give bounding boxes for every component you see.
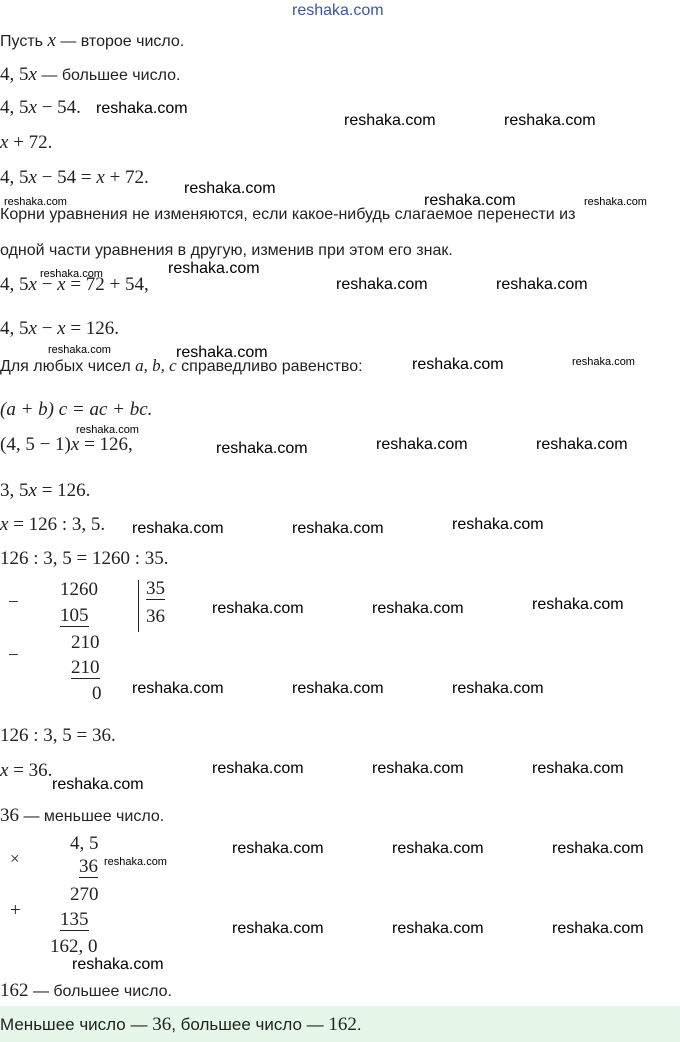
watermark[interactable]: reshaka.com [132, 680, 224, 697]
watermark[interactable]: reshaka.com [216, 440, 308, 457]
line-4: x + 72. [0, 132, 53, 153]
line-11: x = 126 : 3, 5. [0, 514, 106, 535]
mult-factor-a: 4, 5 [70, 833, 99, 854]
division-minus-2: − [8, 645, 19, 666]
watermark[interactable]: reshaka.com [372, 760, 464, 777]
rule-text-3: Для любых чисел a, b, c справедливо равенство: [0, 356, 363, 375]
watermark[interactable]: reshaka.com [392, 840, 484, 857]
line-3: 4, 5x − 54. [0, 97, 81, 118]
watermark[interactable]: reshaka.com [344, 112, 436, 129]
line-9: (4, 5 − 1)x = 126, [0, 434, 133, 455]
watermark[interactable]: reshaka.com [372, 600, 464, 617]
line-1: Пусть x — второе число. [0, 30, 185, 51]
mult-partial-2: 135 [60, 909, 89, 930]
division-minus-1: − [8, 592, 19, 613]
division-remainder-2: 0 [92, 683, 102, 704]
watermark[interactable]: reshaka.com [552, 840, 644, 857]
watermark[interactable]: reshaka.com [392, 920, 484, 937]
watermark[interactable]: reshaka.com [176, 344, 268, 361]
division-subtrahend-1: 105 [60, 605, 89, 626]
rule-text-1: Корни уравнения не изменяются, если какое-нибудь слагаемое перенести из [0, 206, 576, 223]
watermark-small[interactable]: reshaka.com [76, 424, 139, 436]
watermark[interactable]: reshaka.com [552, 920, 644, 937]
line-5: 4, 5x − 54 = x + 72. [0, 167, 149, 188]
mult-partial-1: 270 [70, 884, 99, 905]
watermark[interactable]: reshaka.com [52, 776, 144, 793]
watermark[interactable]: reshaka.com [452, 680, 544, 697]
line-12: 126 : 3, 5 = 1260 : 35. [0, 548, 169, 569]
division-remainder-1: 210 [71, 632, 100, 653]
watermark[interactable]: reshaka.com [496, 276, 588, 293]
watermark[interactable]: reshaka.com [424, 192, 516, 209]
watermark[interactable]: reshaka.com [132, 520, 224, 537]
line-13: 126 : 3, 5 = 36. [0, 725, 116, 746]
watermark[interactable]: reshaka.com [168, 260, 260, 277]
rule-text-2: одной части уравнения в другую, изменив при этом его знак. [0, 242, 453, 259]
watermark[interactable]: reshaka.com [452, 516, 544, 533]
watermark[interactable]: reshaka.com [212, 600, 304, 617]
division-dividend: 1260 [60, 579, 98, 600]
watermark[interactable]: reshaka.com [532, 760, 624, 777]
watermark[interactable]: reshaka.com [232, 920, 324, 937]
watermark[interactable]: reshaka.com [536, 436, 628, 453]
watermark[interactable]: reshaka.com [96, 100, 188, 117]
mult-result: 162, 0 [50, 936, 98, 957]
watermark[interactable]: reshaka.com [292, 520, 384, 537]
watermark[interactable]: reshaka.com [72, 956, 164, 973]
watermark-small[interactable]: reshaka.com [4, 196, 67, 208]
line-14: x = 36. [0, 760, 53, 781]
line-10: 3, 5x = 126. [0, 480, 91, 501]
line-15: 36 — меньшее число. [0, 805, 165, 826]
watermark[interactable]: reshaka.com [232, 840, 324, 857]
watermark[interactable]: reshaka.com [376, 436, 468, 453]
watermark-small[interactable]: reshaka.com [584, 196, 647, 208]
answer-text: Меньшее число — 36, большее число — 162. [0, 1014, 362, 1035]
watermark-small[interactable]: reshaka.com [572, 356, 635, 368]
watermark[interactable]: reshaka.com [412, 356, 504, 373]
line-6: 4, 5x − x = 72 + 54, [0, 274, 149, 295]
mult-plus-sign: + [10, 900, 21, 921]
watermark[interactable]: reshaka.com [504, 112, 596, 129]
line-8: (a + b) c = ac + bc. [0, 399, 153, 420]
watermark[interactable]: reshaka.com [532, 596, 624, 613]
division-divisor: 35 [146, 578, 165, 599]
watermark[interactable]: reshaka.com [184, 180, 276, 197]
mult-factor-b: 36 [79, 856, 98, 877]
line-2: 4, 5x — большее число. [0, 64, 181, 85]
watermark[interactable]: reshaka.com [212, 760, 304, 777]
watermark[interactable]: reshaka.com [292, 680, 384, 697]
division-quotient: 36 [146, 606, 165, 627]
watermark-small[interactable]: reshaka.com [40, 268, 103, 280]
mult-times-sign: × [10, 849, 20, 868]
division-bar [138, 580, 139, 632]
watermark[interactable]: reshaka.com [336, 276, 428, 293]
site-header[interactable]: reshaka.com [292, 2, 384, 19]
line-16: 162 — большее число. [0, 980, 172, 1001]
watermark-small[interactable]: reshaka.com [104, 856, 167, 868]
division-subtrahend-2: 210 [71, 657, 100, 678]
watermark-small[interactable]: reshaka.com [48, 344, 111, 356]
line-7: 4, 5x − x = 126. [0, 318, 120, 339]
